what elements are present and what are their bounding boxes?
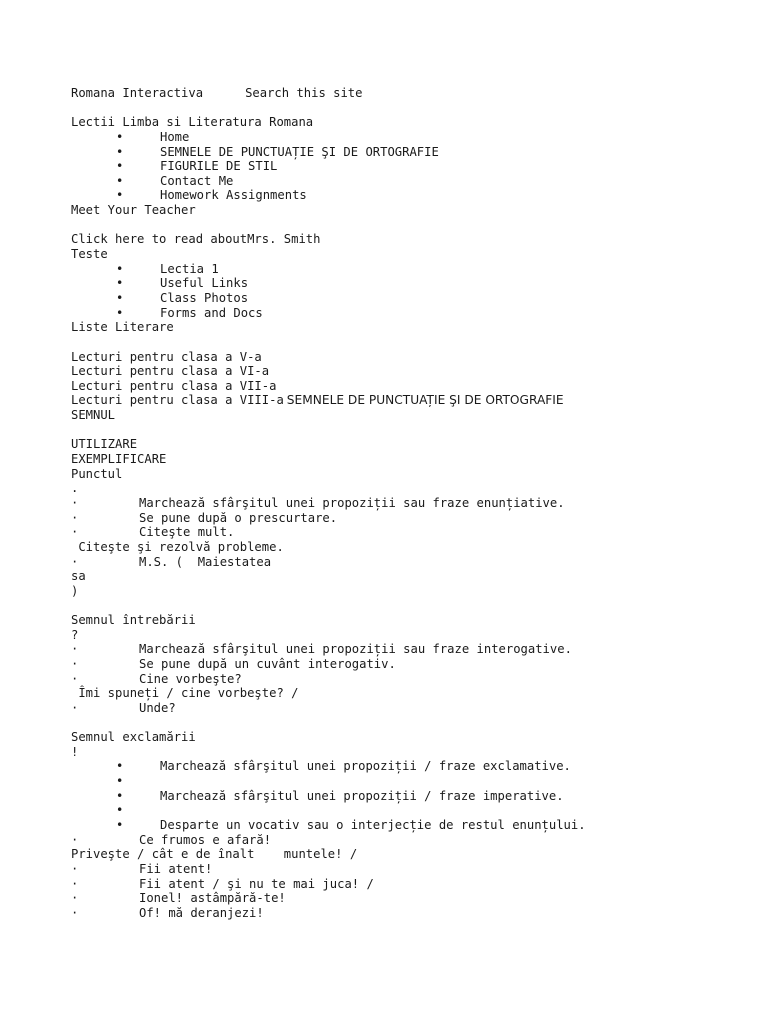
dot-icon: ·	[71, 861, 79, 876]
nav-heading: Lectii Limba si Literatura Romana	[71, 115, 314, 130]
punctul-use-1	[71, 496, 751, 511]
intrebare-use-3	[71, 672, 751, 687]
bullet-icon: •	[116, 276, 124, 291]
bullet-icon: •	[116, 261, 124, 276]
punctul-example-4: )	[71, 583, 79, 598]
nav-item-figurile[interactable]	[71, 159, 751, 174]
intrebare-use-2	[71, 657, 751, 672]
nav-item-semnele[interactable]	[71, 145, 751, 160]
example-text: Unde?	[139, 700, 176, 715]
teste-heading: Teste	[71, 247, 108, 262]
bullet-icon: •	[116, 305, 124, 320]
punctul-name: Punctul	[71, 466, 123, 481]
use-text: Desparte un vocativ sau o interjecție de restul enunțului.	[160, 818, 586, 833]
nav-item-lectia[interactable]	[71, 262, 751, 277]
bullet-icon: •	[116, 818, 124, 833]
punctul-example-1: Citeşte şi rezolvă probleme.	[71, 539, 284, 554]
read-about-link[interactable]: Click here to read aboutMrs. Smith	[71, 232, 321, 247]
nav-item-label[interactable]: Lectia 1	[160, 261, 219, 276]
bullet-icon: •	[116, 290, 124, 305]
bullet-icon: •	[116, 173, 124, 188]
dot-icon: ·	[71, 642, 79, 657]
dot-icon: ·	[71, 510, 79, 525]
example-text: Fii atent!	[139, 861, 213, 876]
use-text: Citeşte mult.	[139, 525, 235, 540]
punctul-example-3: sa	[71, 569, 86, 584]
punctul-symbol: .	[71, 481, 79, 496]
bullet-icon: •	[116, 129, 124, 144]
nav-item-label[interactable]: FIGURILE DE STIL	[160, 159, 278, 174]
exclamare-use-2	[71, 789, 751, 804]
dot-icon: ·	[71, 495, 79, 510]
page-title: SEMNELE DE PUNCTUAȚIE ŞI DE ORTOGRAFIE	[286, 393, 564, 408]
use-text: Marchează sfârşitul unei propoziții sau fraze interogative.	[139, 642, 572, 657]
exclamare-symbol: !	[71, 744, 79, 759]
use-text: Marchează sfârşitul unei propoziții / fraze imperative.	[160, 788, 564, 803]
bullet-icon: •	[116, 188, 124, 203]
lecturi-link-viii[interactable]: Lecturi pentru clasa a VIII-a	[71, 393, 284, 408]
search-link[interactable]: Search this site	[245, 86, 363, 100]
bullet-icon: •	[116, 159, 124, 174]
col-semnul: SEMNUL	[71, 408, 116, 423]
col-exemplificare: EXEMPLIFICARE	[71, 452, 167, 467]
nav-item-label[interactable]: Forms and Docs	[160, 305, 263, 320]
nav-item-useful-links[interactable]	[71, 276, 751, 291]
dot-icon: ·	[71, 700, 79, 715]
exclamare-use-1	[71, 759, 751, 774]
site-title[interactable]: Romana Interactiva	[71, 86, 204, 100]
liste-heading: Liste Literare	[71, 320, 174, 335]
exclamare-example-5	[71, 891, 751, 906]
exclamare-example-1	[71, 833, 751, 848]
punctul-use-2	[71, 511, 751, 526]
exclamare-empty-2	[71, 803, 751, 818]
lecturi-link-vii[interactable]: Lecturi pentru clasa a VII-a	[71, 378, 277, 393]
use-text: Cine vorbeşte?	[139, 671, 242, 686]
exclamare-use-3	[71, 818, 751, 833]
intrebare-use-1	[71, 642, 751, 657]
intrebare-name: Semnul întrebării	[71, 613, 196, 628]
lecturi-link-vi[interactable]: Lecturi pentru clasa a VI-a	[71, 364, 270, 379]
dot-icon: ·	[71, 525, 79, 540]
exclamare-empty-1	[71, 774, 751, 789]
example-text: Ce frumos e afară!	[139, 832, 272, 847]
lecturi-row-viii	[71, 393, 751, 408]
exclamare-example-4	[71, 877, 751, 892]
punctul-example-2	[71, 555, 751, 570]
nav-item-label[interactable]: Useful Links	[160, 276, 249, 291]
nav-item-label[interactable]: Class Photos	[160, 290, 249, 305]
exclamare-example-6	[71, 906, 751, 921]
example-text: Fii atent / şi nu te mai juca! /	[139, 876, 374, 891]
bullet-icon: •	[116, 144, 124, 159]
site-header	[71, 86, 751, 101]
nav-item-label[interactable]: SEMNELE DE PUNCTUAȚIE ŞI DE ORTOGRAFIE	[160, 144, 439, 159]
example-text: M.S. ( Maiestatea	[139, 554, 272, 569]
document-body	[71, 86, 751, 921]
nav-item-label[interactable]: Homework Assignments	[160, 188, 307, 203]
lecturi-link-v[interactable]: Lecturi pentru clasa a V-a	[71, 349, 262, 364]
use-text: Se pune după o prescurtare.	[139, 510, 338, 525]
exclamare-name: Semnul exclamării	[71, 730, 196, 745]
dot-icon: ·	[71, 671, 79, 686]
dot-icon: ·	[71, 656, 79, 671]
nav-item-contact[interactable]	[71, 174, 751, 189]
nav-item-home[interactable]	[71, 130, 751, 145]
dot-icon: ·	[71, 832, 79, 847]
exclamare-example-3	[71, 862, 751, 877]
dot-icon: ·	[71, 554, 79, 569]
nav-item-forms[interactable]	[71, 306, 751, 321]
use-text: Marchează sfârşitul unei propoziții / fraze exclamative.	[160, 759, 571, 774]
bullet-icon: •	[116, 788, 124, 803]
example-text: Ionel! astâmpără-te!	[139, 891, 286, 906]
intrebare-example-2	[71, 701, 751, 716]
nav-item-label[interactable]: Contact Me	[160, 173, 234, 188]
nav-item-label[interactable]: Home	[160, 129, 190, 144]
bullet-icon: •	[116, 759, 124, 774]
col-utilizare: UTILIZARE	[71, 437, 138, 452]
exclamare-example-2: Priveşte / cât e de înalt muntele! /	[71, 847, 358, 862]
bullet-icon: •	[116, 774, 124, 789]
teacher-heading: Meet Your Teacher	[71, 203, 196, 218]
intrebare-example-1: Îmi spuneți / cine vorbeşte? /	[71, 686, 299, 701]
use-text: Marchează sfârşitul unei propoziții sau fraze enunțiative.	[139, 495, 565, 510]
bullet-icon: •	[116, 803, 124, 818]
dot-icon: ·	[71, 876, 79, 891]
nav-item-homework[interactable]	[71, 188, 751, 203]
intrebare-symbol: ?	[71, 627, 79, 642]
use-text: Se pune după un cuvânt interogativ.	[139, 656, 396, 671]
dot-icon: ·	[71, 905, 79, 920]
example-text: Of! mă deranjezi!	[139, 905, 264, 920]
dot-icon: ·	[71, 891, 79, 906]
nav-item-class-photos[interactable]	[71, 291, 751, 306]
punctul-use-3	[71, 525, 751, 540]
